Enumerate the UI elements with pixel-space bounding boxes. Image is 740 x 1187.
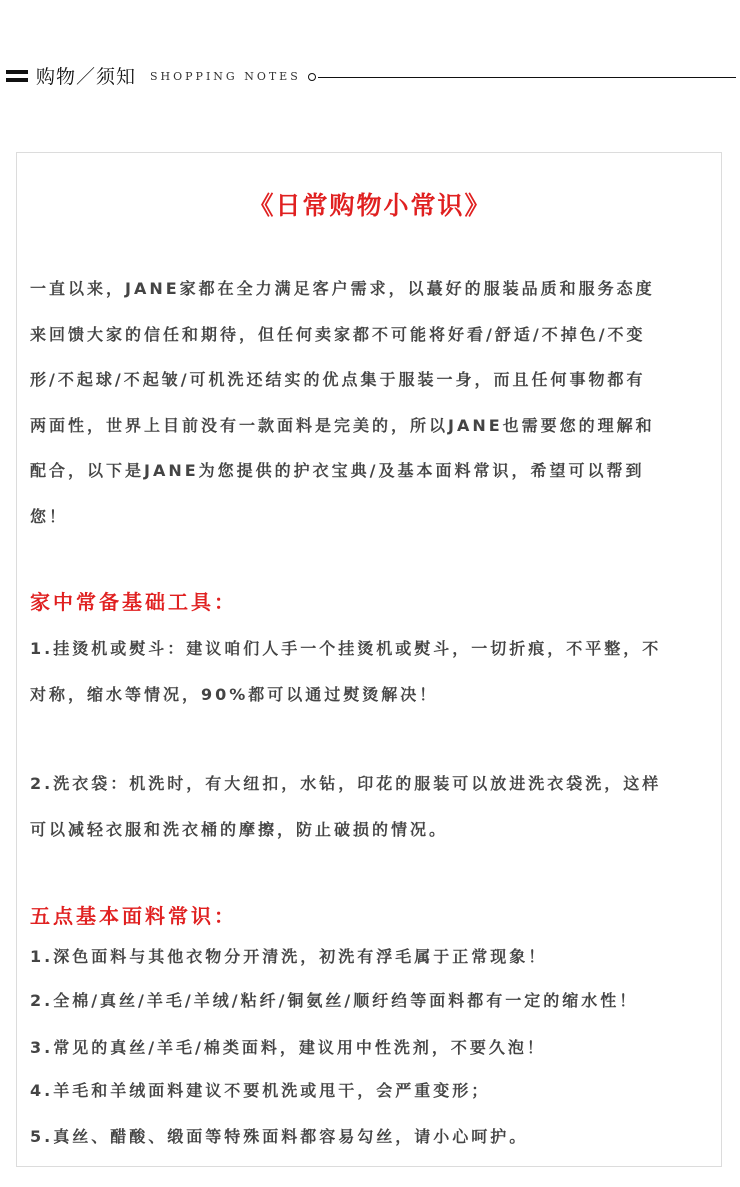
header-bar-icon (6, 70, 28, 74)
header-divider (318, 77, 736, 78)
tool-line: 2.洗衣袋：机洗时，有大纽扣，水钻，印花的服装可以放进洗衣袋洗，这样 (30, 774, 662, 793)
header-bar-icon-2 (6, 78, 28, 82)
tool-item-laundry-bag (30, 761, 720, 852)
header-title: 购物／须知 (36, 66, 137, 88)
intro-line: 形/不起球/不起皱/可机洗还结实的优点集于服装一身，而且任何事物都有 (30, 370, 646, 389)
header-subtitle: SHOPPING NOTES (150, 70, 301, 83)
fabric-rule: 1.深色面料与其他衣物分开清洗，初洗有浮毛属于正常现象！ (30, 947, 548, 966)
intro-line: 来回馈大家的信任和期待，但任何卖家都不可能将好看/舒适/不掉色/不变 (30, 324, 646, 344)
page-header (0, 58, 740, 94)
fabric-rule: 3.常见的真丝/羊毛/棉类面料，建议用中性洗剂，不要久泡！ (30, 1038, 546, 1057)
tool-line: 1.挂烫机或熨斗：建议咱们人手一个挂烫机或熨斗，一切折痕，不平整，不 (30, 639, 662, 658)
header-dot-icon (308, 73, 316, 81)
intro-line: 配合，以下是JANE为您提供的护衣宝典/及基本面料常识，希望可以帮到 (30, 461, 645, 480)
intro-line: 您！ (30, 506, 69, 526)
tool-line: 可以减轻衣服和洗衣桶的摩擦，防止破损的情况。 (30, 819, 449, 839)
intro-line: 两面性，世界上目前没有一款面料是完美的，所以JANE也需要您的理解和 (30, 415, 655, 435)
intro-paragraph (30, 266, 720, 539)
fabric-rule: 2.全棉/真丝/羊毛/羊绒/粘纤/铜氨丝/顺纡绉等面料都有一定的缩水性！ (30, 991, 639, 1010)
fabric-rule: 5.真丝、醋酸、缎面等特殊面料都容易勾丝，请小心呵护。 (30, 1127, 529, 1146)
section-heading-fabric: 五点基本面料常识： (30, 904, 237, 928)
main-title: 《日常购物小常识》 (248, 191, 492, 220)
tool-line: 对称，缩水等情况，90%都可以通过熨烫解决！ (30, 684, 439, 704)
tool-item-steamer (30, 626, 720, 717)
fabric-rule: 4.羊毛和羊绒面料建议不要机洗或甩干，会严重变形； (30, 1081, 491, 1100)
intro-line: 一直以来，JANE家都在全力满足客户需求，以蕞好的服装品质和服务态度 (30, 279, 655, 298)
section-heading-tools: 家中常备基础工具： (30, 590, 237, 614)
